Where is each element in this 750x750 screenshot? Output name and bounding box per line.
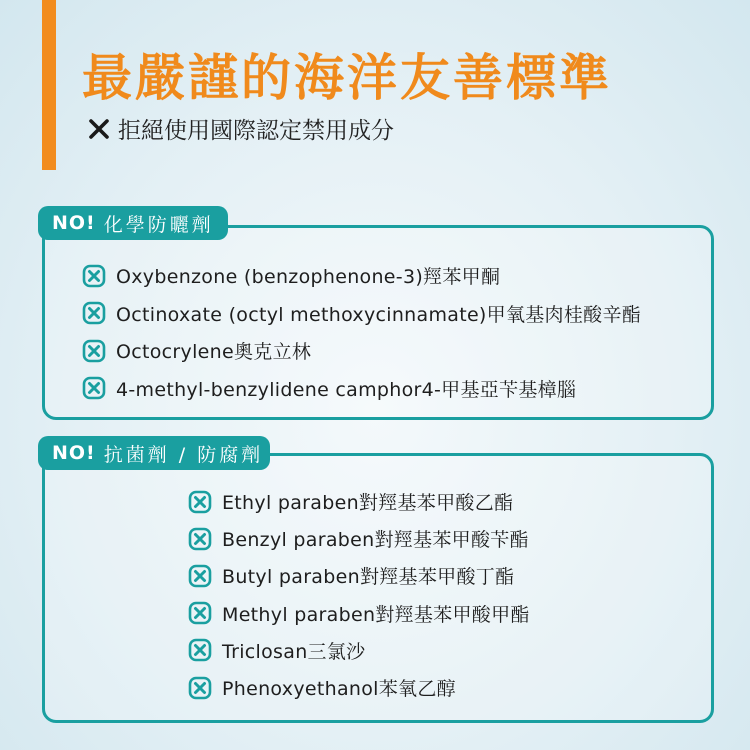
- tag-no-label: NO!: [52, 442, 96, 464]
- crossed-box-icon: [188, 601, 212, 625]
- crossed-box-icon: [82, 301, 106, 325]
- ingredient-name: Benzyl paraben對羥基苯甲酸苄酯: [222, 529, 529, 552]
- ingredient-name: Triclosan三氯沙: [222, 640, 366, 663]
- chemical-sunscreen-list: [82, 257, 641, 407]
- ingredient-name: Butyl paraben對羥基苯甲酸丁酯: [222, 566, 515, 589]
- list-item: [82, 370, 641, 408]
- list-item: [82, 257, 641, 295]
- subtitle: [88, 112, 394, 145]
- list-item: [188, 595, 530, 632]
- list-item: [188, 520, 530, 557]
- ingredient-name: Methyl paraben對羥基苯甲酸甲酯: [222, 603, 530, 626]
- crossed-box-icon: [188, 638, 212, 662]
- crossed-box-icon: [82, 264, 106, 288]
- crossed-box-icon: [82, 376, 106, 400]
- ingredient-name: Octinoxate (octyl methoxycinnamate)甲氧基肉桂酸辛酯: [116, 303, 642, 326]
- subtitle-text: 拒絕使用國際認定禁用成分: [118, 118, 394, 144]
- list-item: [188, 669, 530, 706]
- list-item: [188, 483, 530, 520]
- page-title: 最嚴謹的海洋友善標準: [82, 49, 612, 107]
- crossed-box-icon: [188, 527, 212, 551]
- chemical-sunscreen-tag: [38, 206, 228, 240]
- tag-no-label: NO!: [52, 212, 96, 234]
- crossed-box-icon: [82, 339, 106, 363]
- ingredient-name: 4-methyl-benzylidene camphor4-甲基亞苄基樟腦: [116, 378, 577, 401]
- crossed-box-icon: [188, 564, 212, 588]
- list-item: [188, 632, 530, 669]
- list-item: [82, 332, 641, 370]
- preservative-list: [188, 483, 530, 706]
- tag-label: 化學防曬劑: [103, 213, 214, 236]
- list-item: [82, 295, 641, 333]
- ingredient-name: Phenoxyethanol苯氧乙醇: [222, 678, 456, 701]
- ingredient-name: Oxybenzone (benzophenone-3)羥苯甲酮: [116, 266, 501, 289]
- tag-label: 抗菌劑 / 防腐劑: [103, 443, 264, 466]
- crossed-box-icon: [188, 490, 212, 514]
- preservative-tag: [38, 436, 270, 470]
- crossed-box-icon: [188, 676, 212, 700]
- accent-bar: [42, 0, 56, 170]
- ingredient-name: Octocrylene奧克立林: [116, 341, 312, 364]
- x-mark-icon: [88, 118, 110, 140]
- list-item: [188, 557, 530, 594]
- ingredient-name: Ethyl paraben對羥基苯甲酸乙酯: [222, 492, 514, 515]
